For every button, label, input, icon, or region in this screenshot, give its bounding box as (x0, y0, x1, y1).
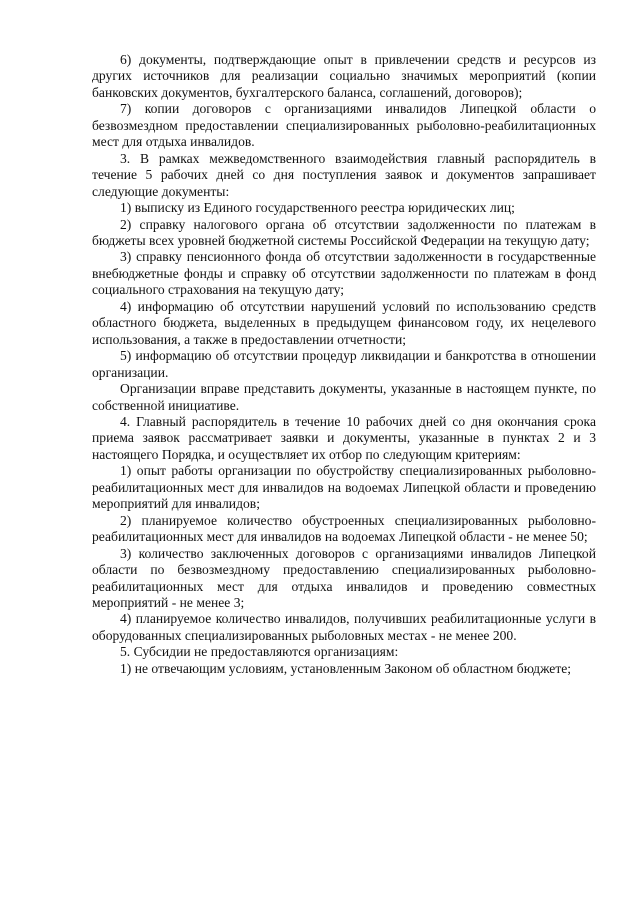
paragraph-refusal-item-1: 1) не отвечающим условиям, установленным Законом об областном бюджете; (120, 660, 572, 676)
paragraph-criterion-2-places: 2) планируемое количество обустроенных специализированных рыболовно-реабилитационных мест для инвалидов на водоемах Липецкой области - не менее 50; (92, 512, 596, 545)
paragraph-item-1-registry-extract: 1) выписку из Единого государственного реестра юридических лиц; (120, 200, 515, 216)
paragraph-point-4-selection: 4. Главный распорядитель в течение 10 рабочих дней со дня окончания срока приема заявок рассматривает заявки и документы, указанные в пунктах 2 и 3 настоящего Порядка, и осуществляет их отбор по следующим критериям: (92, 413, 596, 462)
paragraph-criterion-4-beneficiaries: 4) планируемое количество инвалидов, получивших реабилитационные услуги в оборудованных специализированных рыболовных местах - не менее 200. (92, 611, 596, 643)
paragraph-item-6-documents-experience: 6) документы, подтверждающие опыт в привлечении средств и ресурсов из других источников для реализации социально значимых мероприятий (копии банковских документов, бухгалтерского баланса, соглашений, договоров); (92, 52, 596, 100)
paragraph-item-3-pension-certificate: 3) справку пенсионного фонда об отсутствии задолженности в государственные внебюджетные фонды и справку об отсутствии задолженности по платежам в фонд социального страхования на текущую дату; (92, 249, 596, 298)
document-page (92, 52, 596, 677)
paragraph-point-3-interagency: 3. В рамках межведомственного взаимодействия главный распорядитель в течение 5 рабочих дней со дня поступления заявок и документов запрашивает следующие документы: (92, 150, 596, 199)
paragraph-item-2-tax-certificate: 2) справку налогового органа об отсутствии задолженности по платежам в бюджеты всех уровней бюджетной системы Российской Федерации на текущую дату; (92, 216, 596, 248)
paragraph-criterion-3-contracts: 3) количество заключенных договоров с организациями инвалидов Липецкой области по безвозмездному предоставлению специализированных рыболовно-реабилитационных мест для отдыха инвалидов и проведению совместных мероприятий - не менее 3; (92, 545, 596, 610)
paragraph-point-5-refusal: 5. Субсидии не предоставляются организациям: (120, 644, 399, 660)
paragraph-own-initiative-note: Организации вправе представить документы, указанные в настоящем пункте, по собственной инициативе. (92, 381, 596, 413)
paragraph-criterion-1-experience: 1) опыт работы организации по обустройству специализированных рыболовно-реабилитационных мест для инвалидов на водоемах Липецкой области и проведению мероприятий для инвалидов; (92, 463, 596, 512)
paragraph-item-4-budget-violations: 4) информацию об отсутствии нарушений условий по использованию средств областного бюджета, выделенных в предыдущем финансовом году, их нецелевого использования, а также в предоставлении отчетности; (92, 298, 596, 347)
paragraph-item-7-contracts-copies: 7) копии договоров с организациями инвалидов Липецкой области о безвозмездном предоставлении специализированных рыболовно-реабилитационных мест для отдыха инвалидов. (92, 101, 596, 150)
paragraph-item-5-liquidation-info: 5) информацию об отсутствии процедур ликвидации и банкротства в отношении организации. (92, 348, 596, 380)
